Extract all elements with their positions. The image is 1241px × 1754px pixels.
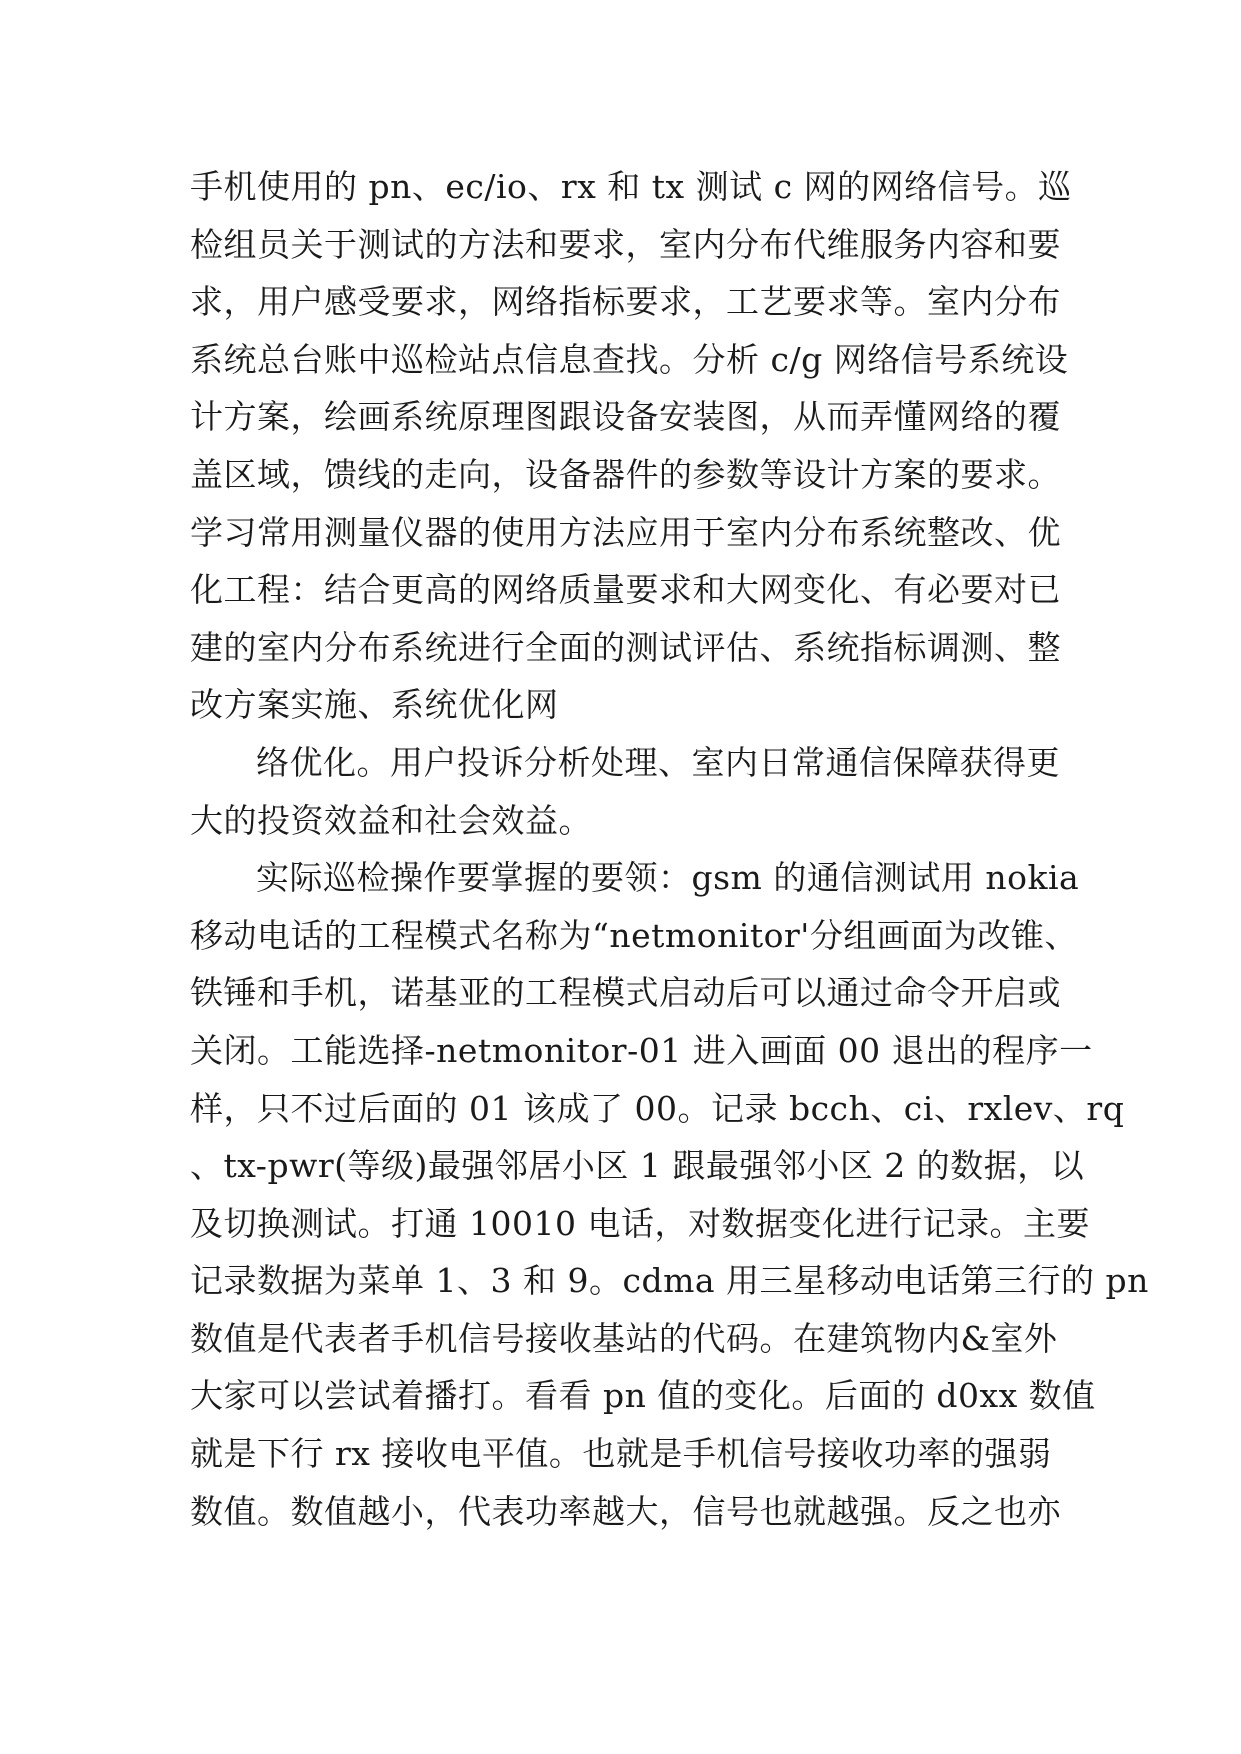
text-line: 大家可以尝试着播打。看看 pn 值的变化。后面的 d0xx 数值 (190, 1376, 1096, 1416)
text-line: 、tx-pwr(等级)最强邻居小区 1 跟最强邻小区 2 的数据，以 (190, 1146, 1085, 1186)
text-line: 大的投资效益和社会效益。 (190, 800, 592, 840)
text-line: 实际巡检操作要掌握的要领：gsm 的通信测试用 nokia (256, 858, 1080, 898)
text-line: 数值。数值越小，代表功率越大，信号也就越强。反之也亦 (190, 1491, 1061, 1531)
text-line: 建的室内分布系统进行全面的测试评估、系统指标调测、整 (190, 627, 1061, 667)
text-line: 铁锤和手机，诺基亚的工程模式启动后可以通过命令开启或 (190, 973, 1061, 1013)
text-line: 记录数据为菜单 1、3 和 9。cdma 用三星移动电话第三行的 pn (190, 1261, 1149, 1301)
text-line: 盖区域，馈线的走向，设备器件的参数等设计方案的要求。 (190, 454, 1061, 494)
text-line: 样，只不过后面的 01 该成了 00。记录 bcch、ci、rxlev、rq (190, 1088, 1125, 1128)
text-line: 络优化。用户投诉分析处理、室内日常通信保障获得更 (256, 742, 1060, 782)
text-line: 检组员关于测试的方法和要求，室内分布代维服务内容和要 (190, 224, 1061, 264)
text-line: 计方案，绘画系统原理图跟设备安装图，从而弄懂网络的覆 (190, 397, 1061, 437)
text-line: 求，用户感受要求，网络指标要求，工艺要求等。室内分布 (190, 282, 1061, 322)
text-line: 关闭。工能选择-netmonitor-01 进入画面 00 退出的程序一 (190, 1030, 1093, 1070)
text-line: 改方案实施、系统优化网 (190, 685, 559, 725)
text-line: 及切换测试。打通 10010 电话，对数据变化进行记录。主要 (190, 1203, 1090, 1243)
text-line: 学习常用测量仪器的使用方法应用于室内分布系统整改、优 (190, 512, 1061, 552)
text-line: 就是下行 rx 接收电平值。也就是手机信号接收功率的强弱 (190, 1434, 1052, 1474)
text-line: 移动电话的工程模式名称为“netmonitor'分组画面为改锥、 (190, 915, 1078, 955)
text-line: 手机使用的 pn、ec/io、rx 和 tx 测试 c 网的网络信号。巡 (190, 167, 1072, 206)
body-text (190, 158, 1149, 1540)
text-line: 系统总台账中巡检站点信息查找。分析 c/g 网络信号系统设 (190, 339, 1069, 379)
text-line: 数值是代表者手机信号接收基站的代码。在建筑物内&室外 (190, 1318, 1058, 1358)
text-line: 化工程：结合更高的网络质量要求和大网变化、有必要对已 (190, 570, 1061, 610)
